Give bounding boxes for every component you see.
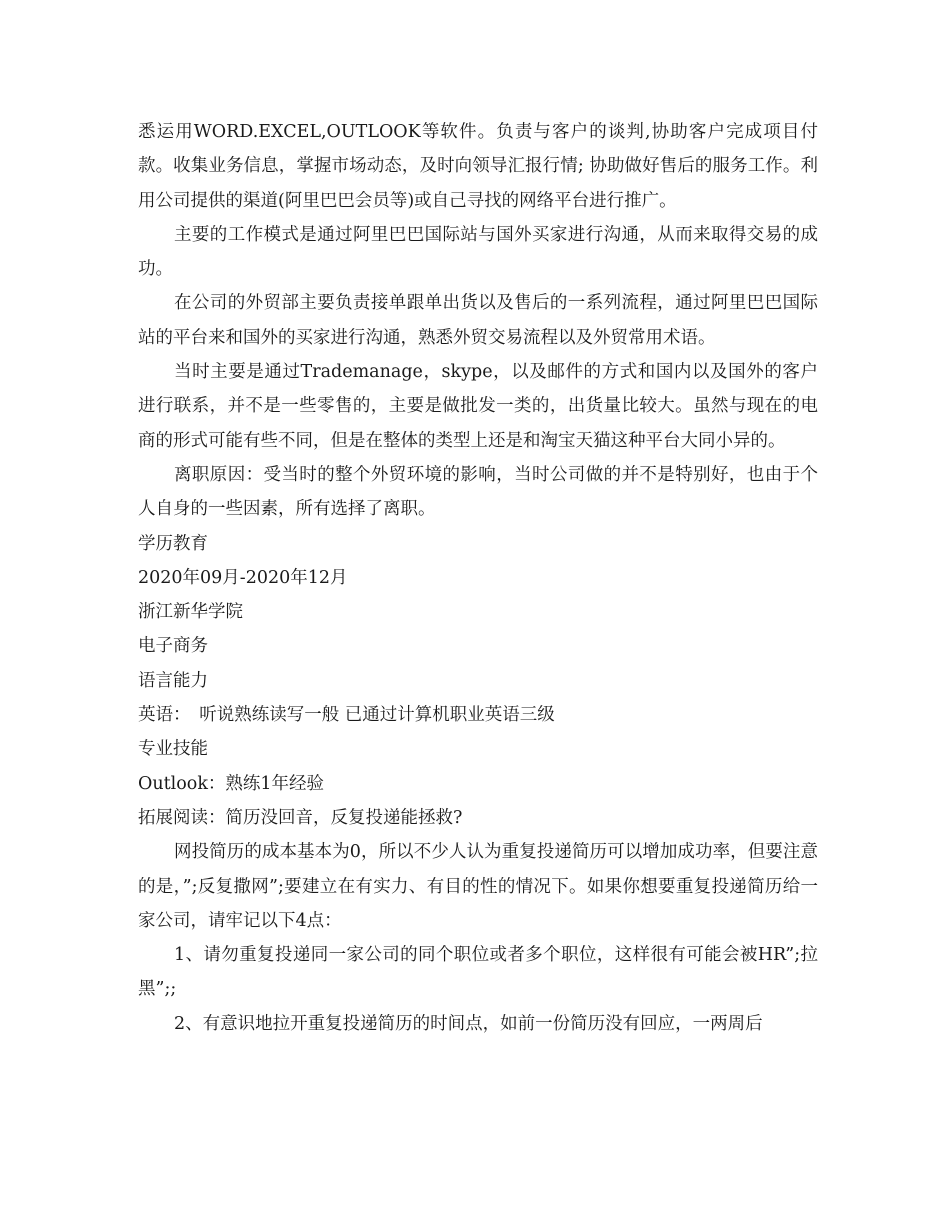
paragraph-work-mode: 主要的工作模式是通过阿里巴巴国际站与国外买家进行沟通，从而来取得交易的成功。 [138, 224, 818, 280]
paragraph-job-duties: 悉运用WORD.EXCEL,OUTLOOK等软件。负责与客户的谈判,协助客户完成项目付款。收集业务信息，掌握市场动态，及时向领导汇报行情; 协助做好售后的服务工作。利用公司提供的渠道(阿里巴巴会员等)或自己寻找的网络平台进行推广。 [138, 122, 818, 211]
section-heading-skills: 专业技能 [138, 739, 208, 760]
extended-reading-title: 拓展阅读：简历没回音，反复投递能拯救? [138, 807, 463, 828]
education-dates: 2020年09月-2020年12月 [138, 567, 348, 588]
education-school: 浙江新华学院 [138, 602, 243, 623]
document-body [138, 115, 818, 1041]
paragraph-resume-cost: 网投简历的成本基本为0，所以不少人认为重复投递简历可以增加成功率，但要注意的是，”;反复撒网”;要建立在有实力、有目的性的情况下。如果你想要重复投递简历给一家公司，请牢记以下4点： [138, 842, 818, 931]
skill-outlook: Outlook：熟练1年经验 [138, 773, 325, 794]
tip-item-2: 2、有意识地拉开重复投递简历的时间点，如前一份简历没有回应，一两周后 [174, 1013, 763, 1034]
education-major: 电子商务 [138, 636, 208, 657]
tip-item-1: 1、请勿重复投递同一家公司的同个职位或者多个职位，这样很有可能会被HR”;拉黑”;; [138, 945, 818, 1000]
paragraph-contact-methods: 当时主要是通过Trademanage，skype，以及邮件的方式和国内以及国外的客户进行联系，并不是一些零售的，主要是做批发一类的，出货量比较大。虽然与现在的电商的形式可能有些不同，但是在整体的类型上还是和淘宝天猫这种平台大同小异的。 [138, 362, 818, 451]
paragraph-leave-reason: 离职原因：受当时的整个外贸环境的影响，当时公司做的并不是特别好，也由于个人自身的一些因素，所有选择了离职。 [138, 464, 818, 520]
paragraph-foreign-trade: 在公司的外贸部主要负责接单跟单出货以及售后的一系列流程，通过阿里巴巴国际站的平台来和国外的买家进行沟通，熟悉外贸交易流程以及外贸常用术语。 [138, 293, 818, 348]
language-english: 英语： 听说熟练读写一般 已通过计算机职业英语三级 [138, 705, 555, 726]
section-heading-education: 学历教育 [138, 533, 208, 554]
section-heading-language: 语言能力 [138, 670, 208, 691]
